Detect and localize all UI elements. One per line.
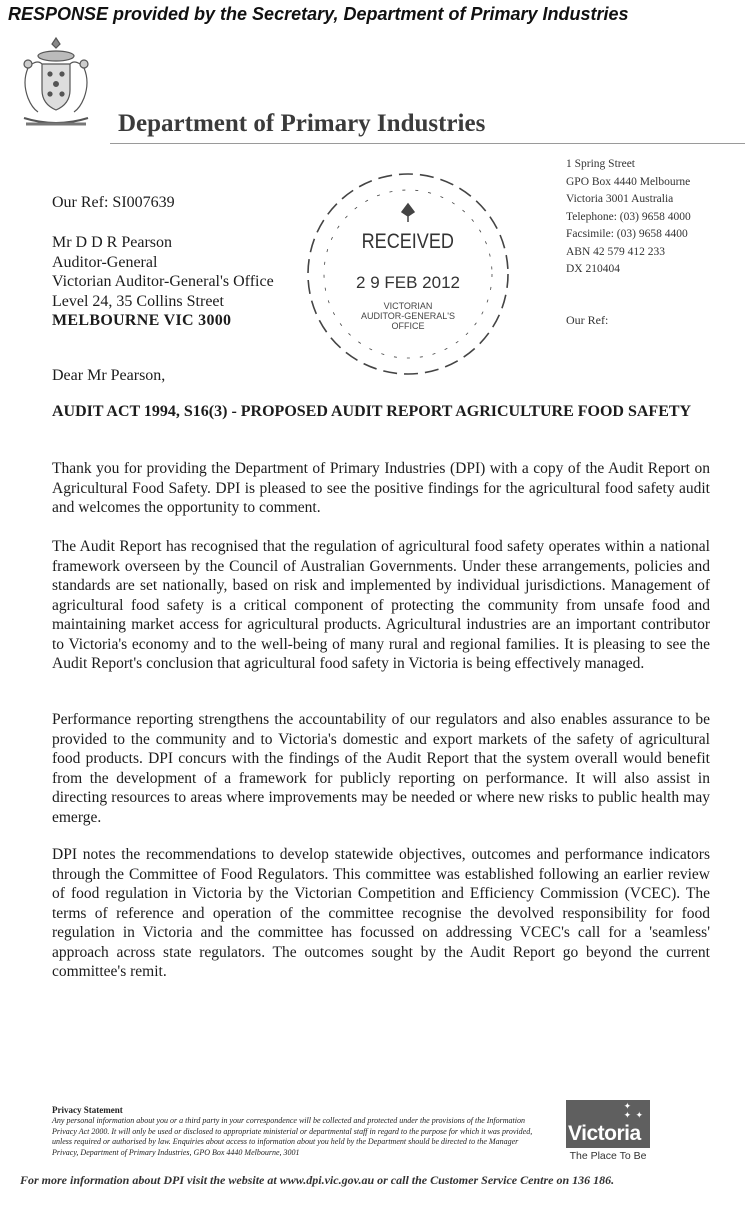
letter-subject: AUDIT ACT 1994, S16(3) - PROPOSED AUDIT REPORT AGRICULTURE FOOD SAFETY xyxy=(52,403,692,420)
reference-number: Our Ref: SI007639 xyxy=(52,194,175,211)
address-line: Victorian Auditor-General's Office xyxy=(52,273,274,290)
contact-line: 1 Spring Street xyxy=(566,158,635,170)
stamp-office: AUDITOR-GENERAL'S xyxy=(360,311,456,321)
coat-of-arms-icon xyxy=(16,34,96,134)
address-line: MELBOURNE VIC 3000 xyxy=(52,312,232,329)
contact-details xyxy=(566,156,691,279)
victoria-logo-word: Victoria xyxy=(568,1122,641,1145)
southern-cross-icon: ✦ ✦ ✦ xyxy=(623,1101,644,1120)
address-line: Auditor-General xyxy=(52,253,158,271)
body-paragraph: Thank you for providing the Department of Primary Industries (DPI) with a copy of the Audit Report on Agricultural Food Safety. DPI is pleased to see the positive findings for the agricultural food safety audit and welcomes the opportunity to comment. xyxy=(52,460,710,516)
address-line: Level 24, 35 Collins Street xyxy=(52,292,224,310)
received-stamp xyxy=(302,168,514,380)
body-paragraph: Performance reporting strengthens the accountability of our regulators and also enables assurance to be provided to the community and to Victoria's domestic and export markets of the safety of agricultural food products. DPI concurs with the findings of the Audit Report that the system overall would benefit from the development of a framework for publicly reporting on performance. It will also assist in directing resources to areas where improvements may be needed or where new risks to public health may emerge. xyxy=(52,711,710,826)
our-ref-label: Our Ref: xyxy=(566,313,609,327)
contact-line: Telephone: (03) 9658 4000 xyxy=(566,210,691,223)
privacy-text: Any personal information about you or a third party in your correspondence will be collected and protected under the provisions of the Information Privacy Act 2000. It will only be used or disclosed to appropriate ministerial or departmental staff in regard to the purpose for which it was provided, unless required or authorised by law. Enquiries about access to information about you held by the Department should be directed to the Manager Privacy, Department of Primary Industries, GPO Box 4440 Melbourne, 3001 xyxy=(52,1116,533,1157)
footer-info: For more information about DPI visit the website at www.dpi.vic.gov.au or call the Customer Service Centre on 136 186. xyxy=(20,1173,615,1187)
contact-line: Facsimile: (03) 9658 4400 xyxy=(566,228,688,240)
department-title: Department of Primary Industries xyxy=(118,110,486,137)
privacy-statement xyxy=(52,1105,537,1158)
contact-line: Victoria 3001 Australia xyxy=(566,193,674,205)
body-paragraph: The Audit Report has recognised that the regulation of agricultural food safety operates within a national framework overseen by the Council of Australian Governments. Under these arrangements, policies and standards are set nationally, based on risk and implemented by individual jurisdictions. Management of agricultural food safety is a critical component of protecting the community from unsafe food and maintaining market access for agricultural products. Agricultural industries are an important contributor to Victoria's economy and to the well-being of many rural and regional families. It is pleasing to see the Audit Report's conclusion that agricultural food safety in Victoria is being effectively managed. xyxy=(52,538,710,672)
page-caption: RESPONSE provided by the Secretary, Department of Primary Industries xyxy=(8,4,629,24)
stamp-received: RECEIVED xyxy=(361,229,454,254)
victoria-tagline: The Place To Be xyxy=(569,1150,647,1162)
privacy-title: Privacy Statement xyxy=(52,1105,123,1115)
victoria-logo xyxy=(566,1100,650,1148)
stamp-date: 2 9 FEB 2012 xyxy=(356,273,460,292)
body-paragraph: DPI notes the recommendations to develop statewide objectives, outcomes and performance indicators through the Committee of Food Regulators. This committee was established following an earlier review of food regulation in Victoria by the Victorian Competition and Efficiency Commission (VCEC). The terms of reference and operation of the committee recognise the devolved responsibility for food regulation in Victoria and the committee has focussed on addressing VCEC's call for a 'seamless' approach across state regulators. The outcomes sought by the Audit Report go beyond the current committee's remit. xyxy=(52,846,710,980)
address-line: Mr D D R Pearson xyxy=(52,234,172,251)
stamp-office: OFFICE xyxy=(391,321,425,331)
salutation: Dear Mr Pearson, xyxy=(52,367,166,384)
contact-line: ABN 42 579 412 233 xyxy=(566,245,666,258)
letterhead-divider xyxy=(110,143,745,144)
recipient-address xyxy=(52,233,274,331)
contact-line: DX 210404 xyxy=(566,263,620,275)
stamp-office: VICTORIAN xyxy=(383,301,433,311)
crown-icon xyxy=(402,204,414,222)
contact-line: GPO Box 4440 Melbourne xyxy=(566,175,691,188)
